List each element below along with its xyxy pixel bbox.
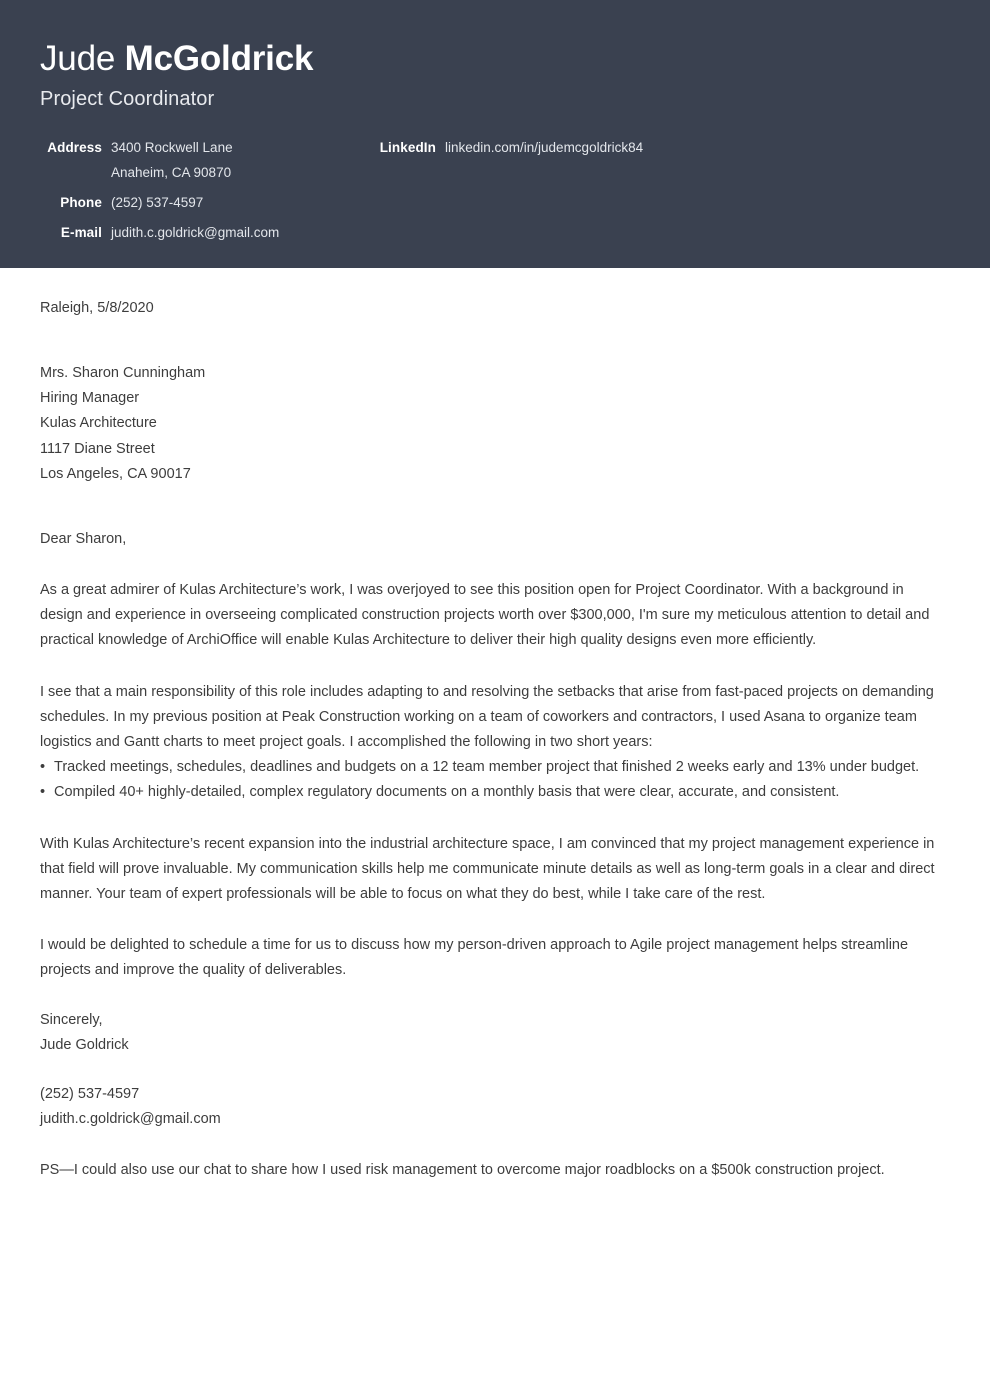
phone-value: (252) 537-4597 — [111, 195, 204, 210]
recipient-street: 1117 Diane Street — [40, 440, 155, 457]
recipient-company: Kulas Architecture — [40, 415, 157, 432]
contact-column-right — [368, 139, 928, 157]
linkedin-label: LinkedIn — [379, 140, 436, 155]
list-item: • Compiled 40+ highly-detailed, complex regulatory documents on a monthly basis that were clear, accurate, and consistent. — [40, 780, 950, 805]
candidate-last-name: McGoldrick — [124, 39, 314, 78]
body-paragraph-3: With Kulas Architecture’s recent expansion into the industrial architecture space, I am convinced that my project management experience in that field will prove invaluable. My communication skills help me communicate minute details as well as long-term goals in a clear and direct manner. Your team of expert professionals will be able to focus on what they do best, while I take care of the rest. — [40, 835, 935, 903]
body-paragraph-4: I would be delighted to schedule a time for us to discuss how my person-driven approach to Agile project management helps streamline projects and improve the quality of deliverables. — [40, 937, 909, 979]
address-line-1: 3400 Rockwell Lane — [111, 140, 233, 155]
postscript: PS—I could also use our chat to share how I used risk management to overcome major roadblocks on a $500k construction project. — [40, 1162, 885, 1179]
contact-column-left — [40, 139, 370, 242]
contact-row-address — [40, 139, 370, 182]
linkedin-value[interactable]: linkedin.com/in/judemcgoldrick84 — [445, 140, 644, 155]
closing-salutation: Sincerely, — [40, 1011, 103, 1028]
contact-row-phone — [40, 194, 370, 212]
address-value — [102, 139, 233, 182]
signature-name: Jude Goldrick — [40, 1036, 129, 1053]
recipient-city: Los Angeles, CA 90017 — [40, 465, 191, 482]
document-header — [0, 0, 990, 268]
address-line-2: Anaheim, CA 90870 — [111, 165, 232, 180]
list-item: • Tracked meetings, schedules, deadlines and budgets on a 12 team member project that finished 2 weeks early and 13% under budget. — [40, 755, 950, 780]
contact-row-linkedin — [368, 139, 928, 157]
closing-block — [40, 1008, 950, 1058]
letter-date: Raleigh, 5/8/2020 — [40, 300, 154, 316]
achievements-list — [40, 755, 950, 805]
body-paragraph-2: I see that a main responsibility of this role includes adapting to and resolving the setbacks that arise from fast-paced projects on demanding schedules. In my previous position at Peak Construction working on a team of coworkers and contractors, I used Asana to organize team logistics and Gantt charts to meet project goals. I accomplished the following in two short years: — [40, 683, 934, 751]
salutation: Dear Sharon, — [40, 531, 127, 548]
email-label: E-mail — [60, 225, 102, 240]
address-label: Address — [47, 140, 102, 155]
email-value: judith.c.goldrick@gmail.com — [111, 225, 280, 240]
body-paragraph-1: As a great admirer of Kulas Architecture’s work, I was overjoyed to see this position open for Project Coordinator. With a background in design and experience in overseeing complicated construction projects worth over $300,000, I'm sure my meticulous attention to detail and practical knowledge of ArchiOffice will enable Kulas Architecture to deliver their high quality designs even more efficiently. — [40, 582, 930, 649]
signature-phone: (252) 537-4597 — [40, 1086, 140, 1103]
signature-contact-block — [40, 1082, 950, 1132]
candidate-name — [40, 38, 950, 80]
signature-email: judith.c.goldrick@gmail.com — [40, 1111, 221, 1128]
recipient-name: Mrs. Sharon Cunningham — [40, 365, 206, 381]
recipient-block — [40, 361, 950, 487]
candidate-job-title: Project Coordinator — [40, 88, 215, 110]
phone-label: Phone — [60, 195, 102, 210]
recipient-title: Hiring Manager — [40, 390, 140, 407]
candidate-first-name: Jude — [40, 39, 125, 78]
contact-row-email — [40, 224, 370, 242]
letter-body — [0, 268, 990, 1184]
